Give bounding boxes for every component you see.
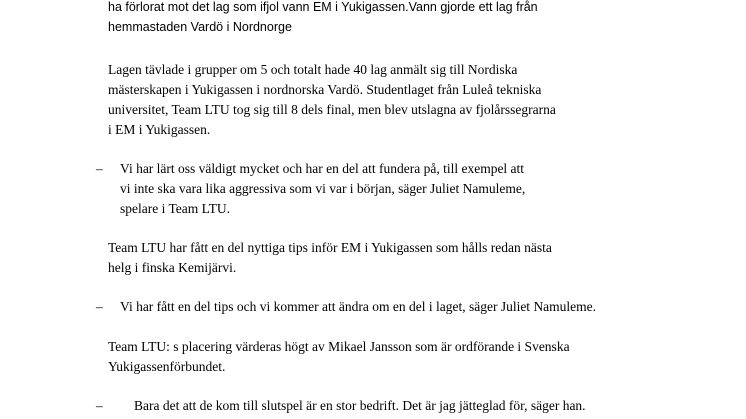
- paragraph-line: Team LTU har fått en del nyttiga tips inför EM i Yukigassen som hålls redan nästa: [108, 240, 552, 255]
- quote-line: spelare i Team LTU.: [120, 201, 231, 216]
- quote-dash: –: [96, 299, 103, 314]
- paragraph-line: i EM i Yukigassen.: [108, 122, 211, 137]
- quote-line: Bara det att de kom till slutspel är en stor bedrift. Det är jag jätteglad för, säger han.: [134, 398, 586, 413]
- quote-line: Vi har fått en del tips och vi kommer att ändra om en del i laget, säger Juliet Namuleme.: [120, 299, 597, 314]
- quote-dash: –: [96, 398, 103, 413]
- quote-dash: –: [96, 161, 103, 176]
- paragraph-line: Team LTU: s placering värderas högt av Mikael Jansson som är ordförande i Svenska: [108, 339, 570, 354]
- lead-line: ha förlorat mot det lag som ifjol vann EM i Yukigassen.Vann gjorde ett lag från: [108, 0, 538, 14]
- paragraph-line: universitet, Team LTU tog sig till 8 dels final, men blev utslagna av fjolårssegrarna: [108, 102, 556, 117]
- paragraph-line: helg i finska Kemijärvi.: [108, 260, 237, 275]
- paragraph-line: Yukigassenförbundet.: [108, 359, 226, 374]
- quote-line: Vi har lärt oss väldigt mycket och har en del att fundera på, till exempel att: [120, 161, 525, 176]
- paragraph-line: Lagen tävlade i grupper om 5 och totalt hade 40 lag anmält sig till Nordiska: [108, 62, 518, 77]
- lead-line: hemmastaden Vardö i Nordnorge: [108, 20, 292, 34]
- paragraph-line: mästerskapen i Yukigassen i nordnorska Vardö. Studentlaget från Luleå tekniska: [108, 82, 542, 97]
- quote-line: vi inte ska vara lika aggressiva som vi var i början, säger Juliet Namuleme,: [120, 181, 526, 196]
